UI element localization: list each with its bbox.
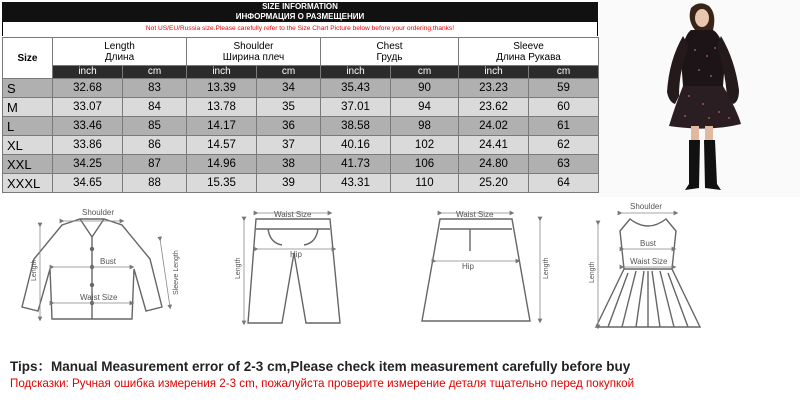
table-cell: 14.57 [187, 136, 257, 155]
product-photo [599, 0, 800, 197]
sleeve-header: Sleeve Длина Рукава [459, 38, 599, 66]
table-cell: 25.20 [459, 174, 529, 193]
table-cell: 110 [391, 174, 459, 193]
dress-length-label: Length [589, 261, 596, 283]
chart-notice: Not US/EU/Russia size.Please carefully refer to the Size Chart Picture below before your ordering,thanks! [2, 22, 598, 36]
shirt-shoulder-label: Shoulder [82, 208, 115, 217]
unit-inch: inch [459, 66, 529, 79]
table-cell: 41.73 [321, 155, 391, 174]
table-cell: 35 [257, 98, 321, 117]
table-cell: 38.58 [321, 117, 391, 136]
table-cell: 24.41 [459, 136, 529, 155]
chart-title-en: SIZE INFORMATION [2, 2, 598, 12]
measurement-diagrams [0, 199, 800, 349]
table-cell: 34.25 [53, 155, 123, 174]
table-cell: 38 [257, 155, 321, 174]
table-cell: 94 [391, 98, 459, 117]
size-cell: S [3, 79, 53, 98]
table-cell: 85 [123, 117, 187, 136]
unit-inch: inch [53, 66, 123, 79]
table-cell: 23.62 [459, 98, 529, 117]
shirt-bust-label: Bust [100, 257, 117, 266]
table-cell: 40.16 [321, 136, 391, 155]
table-row [3, 136, 599, 155]
size-column-header: Size [3, 38, 53, 79]
table-row [3, 79, 599, 98]
table-cell: 102 [391, 136, 459, 155]
shoulder-header: Shoulder Ширина плеч [187, 38, 321, 66]
dress-bust-label: Bust [640, 239, 657, 248]
table-cell: 60 [529, 98, 599, 117]
table-cell: 43.31 [321, 174, 391, 193]
table-cell: 61 [529, 117, 599, 136]
skirt-hip-label: Hip [462, 262, 475, 271]
pants-diagram [248, 219, 340, 323]
unit-cm: cm [257, 66, 321, 79]
table-cell: 33.07 [53, 98, 123, 117]
table-cell: 88 [123, 174, 187, 193]
unit-cm: cm [123, 66, 187, 79]
table-cell: 24.80 [459, 155, 529, 174]
table-row [3, 98, 599, 117]
chest-header: Chest Грудь [321, 38, 459, 66]
table-cell: 23.23 [459, 79, 529, 98]
table-cell: 14.17 [187, 117, 257, 136]
tips-russian: Подсказки: Ручная ошибка измерения 2-3 cm, пожалуйста проверите измерение деталя тщательно перед покупкой [10, 377, 635, 390]
table-cell: 98 [391, 117, 459, 136]
table-cell: 36 [257, 117, 321, 136]
table-cell: 84 [123, 98, 187, 117]
size-cell: L [3, 117, 53, 136]
table-cell: 37 [257, 136, 321, 155]
table-cell: 35.43 [321, 79, 391, 98]
unit-cm: cm [529, 66, 599, 79]
size-cell: M [3, 98, 53, 117]
dress-diagram [596, 219, 700, 327]
dress-waist-label: Waist Size [630, 257, 668, 266]
table-cell: 106 [391, 155, 459, 174]
size-cell: XL [3, 136, 53, 155]
shirt-diagram [22, 219, 162, 319]
pants-hip-label: Hip [290, 250, 303, 259]
table-cell: 33.46 [53, 117, 123, 136]
table-row [3, 117, 599, 136]
table-cell: 62 [529, 136, 599, 155]
pants-waist-label: Waist Size [274, 210, 312, 219]
table-row [3, 155, 599, 174]
unit-inch: inch [187, 66, 257, 79]
table-cell: 14.96 [187, 155, 257, 174]
table-cell: 34.65 [53, 174, 123, 193]
skirt-length-label: Length [543, 257, 550, 279]
table-cell: 83 [123, 79, 187, 98]
table-cell: 34 [257, 79, 321, 98]
table-cell: 13.39 [187, 79, 257, 98]
size-cell: XXXL [3, 174, 53, 193]
table-cell: 32.68 [53, 79, 123, 98]
unit-cm: cm [391, 66, 459, 79]
table-cell: 63 [529, 155, 599, 174]
table-cell: 87 [123, 155, 187, 174]
table-cell: 59 [529, 79, 599, 98]
table-cell: 13.78 [187, 98, 257, 117]
table-cell: 39 [257, 174, 321, 193]
size-chart [0, 0, 598, 197]
unit-inch: inch [321, 66, 391, 79]
shirt-sleeve-label: Sleeve Length [173, 250, 180, 295]
tips-english: Tips：Manual Measurement error of 2-3 cm,Please check item measurement carefully before buy [10, 359, 631, 374]
chart-title-ru: ИНФОРМАЦИЯ О РАЗМЕЩЕНИИ [2, 12, 598, 22]
pants-length-label: Length [235, 257, 242, 279]
size-cell: XXL [3, 155, 53, 174]
skirt-diagram [422, 219, 530, 321]
size-table [2, 37, 599, 193]
table-row [3, 174, 599, 193]
shirt-waist-label: Waist Size [80, 293, 118, 302]
skirt-waist-label: Waist Size [456, 210, 494, 219]
table-cell: 24.02 [459, 117, 529, 136]
table-cell: 37.01 [321, 98, 391, 117]
length-header: Length Длина [53, 38, 187, 66]
table-cell: 64 [529, 174, 599, 193]
table-cell: 33.86 [53, 136, 123, 155]
shirt-length-label: Length [31, 259, 38, 281]
table-cell: 86 [123, 136, 187, 155]
dress-shoulder-label: Shoulder [630, 202, 663, 211]
table-cell: 90 [391, 79, 459, 98]
table-cell: 15.35 [187, 174, 257, 193]
